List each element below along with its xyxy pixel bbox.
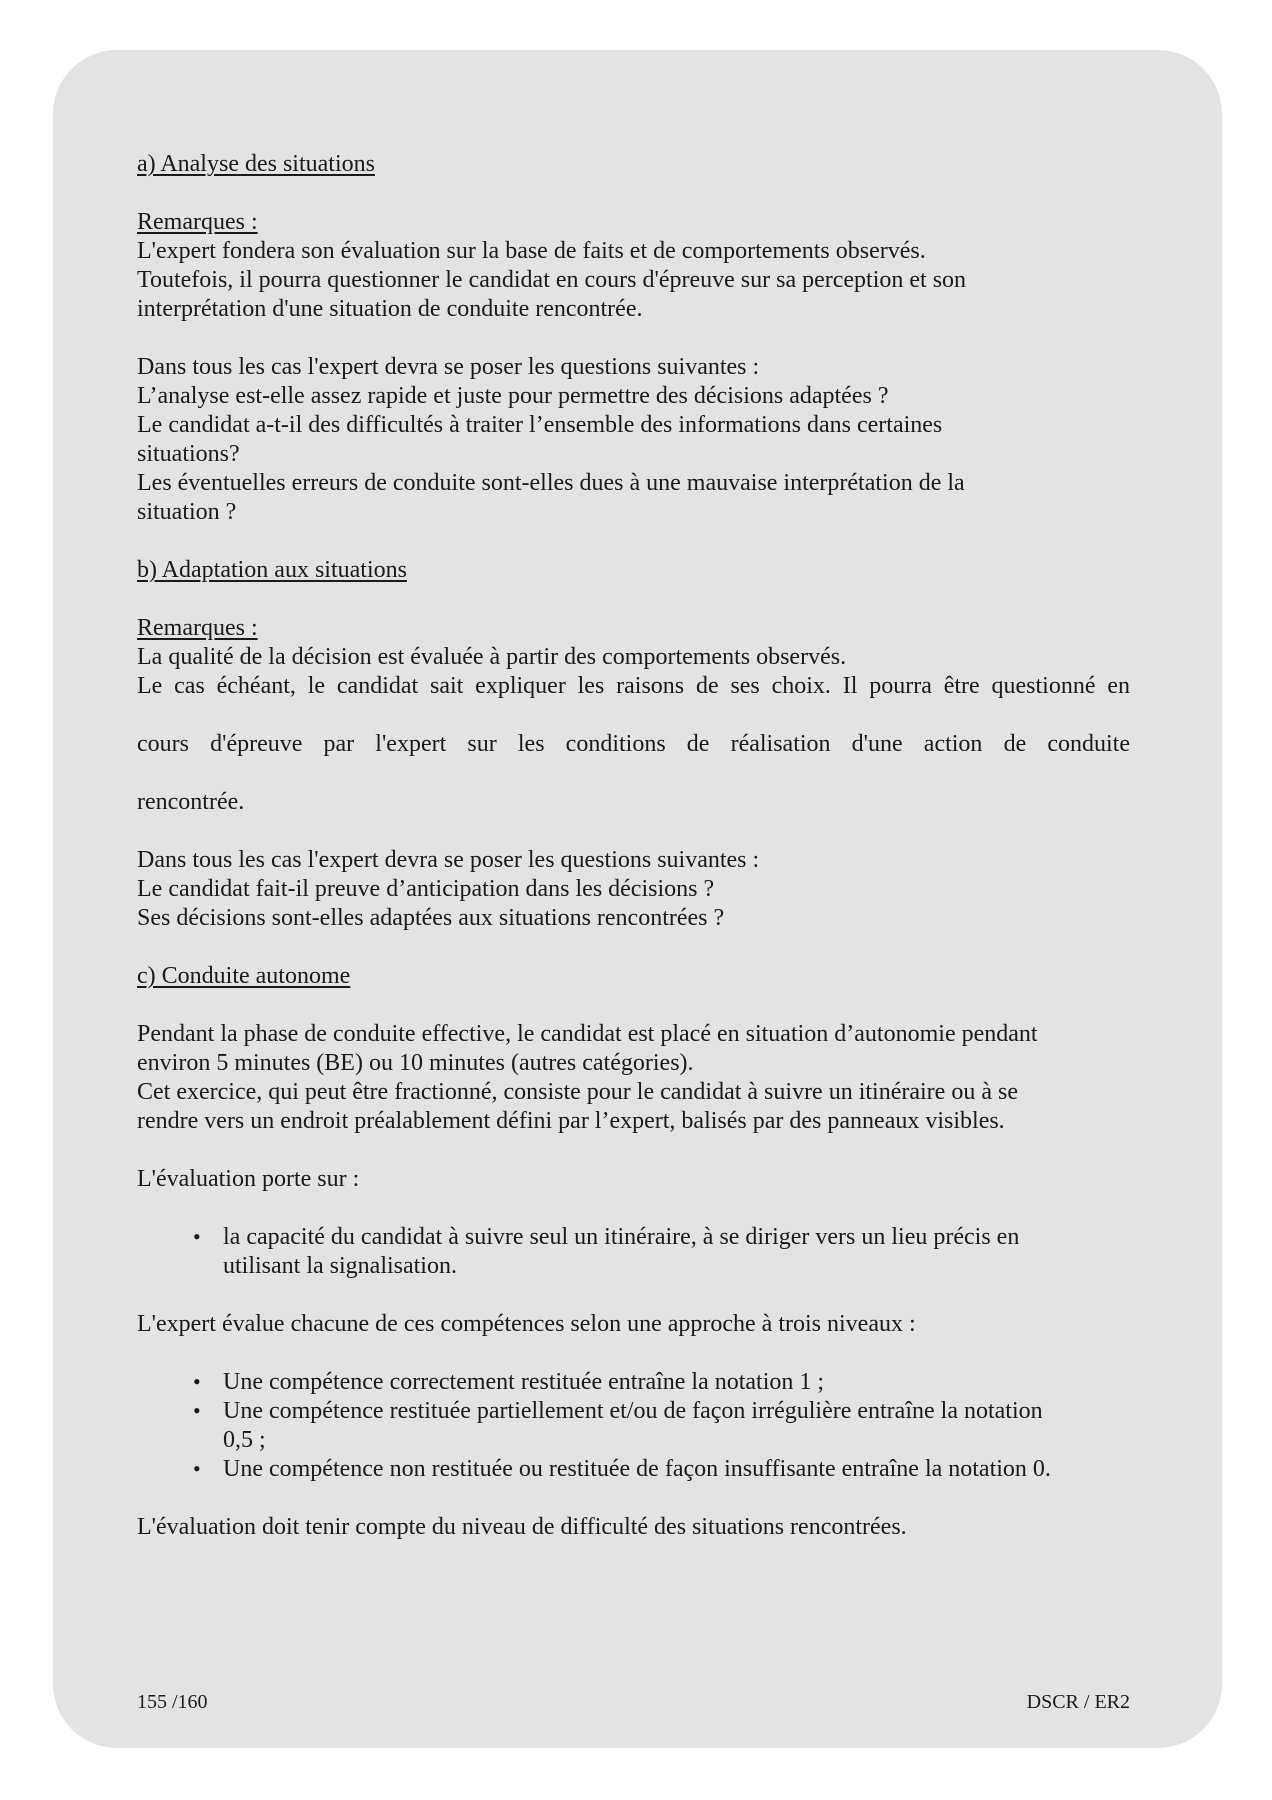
paragraph (137, 353, 1130, 527)
text-span: rendre vers un endroit préalablement défini par l’expert, balisés par des panneaux visibles. (137, 1108, 1005, 1134)
paragraph (137, 208, 1130, 324)
text-line (137, 1107, 1130, 1136)
text-line (137, 411, 1130, 440)
text-span: situations? (137, 441, 240, 467)
text-span: L'évaluation doit tenir compte du niveau de difficulté des situations rencontrées. (137, 1514, 907, 1540)
text-span: Une compétence restituée partiellement et/ou de façon irrégulière entraîne la notation (223, 1398, 1043, 1424)
text-line (137, 1513, 1130, 1542)
bullet-icon: • (193, 1456, 201, 1481)
page-number: 155 /160 (137, 1691, 208, 1713)
text-span: Pendant la phase de conduite effective, le candidat est placé en situation d’autonomie pendant (137, 1021, 1038, 1047)
bullet-icon: • (193, 1398, 201, 1423)
text-line (137, 672, 1130, 730)
text-line (137, 846, 1130, 875)
bullet-item (137, 1368, 1130, 1397)
text-span: Les éventuelles erreurs de conduite sont-elles dues à une mauvaise interprétation de la (137, 470, 965, 496)
bullet-list (137, 1223, 1130, 1281)
text-span: 0,5 ; (223, 1427, 266, 1453)
section-heading (137, 150, 1130, 179)
text-line (137, 904, 1130, 933)
text-line (137, 1310, 1130, 1339)
text-span: Le candidat a-t-il des difficultés à traiter l’ensemble des informations dans certaines (137, 412, 943, 438)
paragraph (137, 1165, 1130, 1194)
paragraph (137, 1020, 1130, 1136)
text-span: Le cas échéant, le candidat sait expliquer les raisons de ses choix. Il pourra être questionné en (137, 673, 1130, 699)
text-span: Dans tous les cas l'expert devra se poser les questions suivantes : (137, 847, 760, 873)
section-heading (137, 556, 1130, 585)
underlined-label: a) Analyse des situations (137, 151, 375, 177)
text-line (137, 469, 1130, 498)
text-line (137, 208, 1130, 237)
paragraph (137, 846, 1130, 933)
text-span: situation ? (137, 499, 237, 525)
text-line (137, 1078, 1130, 1107)
paragraph (137, 1513, 1130, 1542)
text-span: L'expert fondera son évaluation sur la base de faits et de comportements observés. (137, 238, 926, 264)
underlined-label: c) Conduite autonome (137, 963, 351, 989)
text-span: interprétation d'une situation de conduite rencontrée. (137, 296, 643, 322)
bullet-item (137, 1223, 1130, 1281)
text-span: Toutefois, il pourra questionner le candidat en cours d'épreuve sur sa perception et son (137, 267, 967, 293)
paragraph (137, 1310, 1130, 1339)
text-line (137, 440, 1130, 469)
underlined-label: b) Adaptation aux situations (137, 557, 407, 583)
text-line (137, 875, 1130, 904)
bullet-text-line (223, 1455, 1130, 1484)
bullet-icon: • (193, 1224, 201, 1249)
text-line (137, 643, 1130, 672)
section-heading-line (137, 150, 1130, 179)
underlined-label: Remarques : (137, 615, 258, 641)
doc-reference: DSCR / ER2 (1026, 1691, 1130, 1713)
text-line (137, 295, 1130, 324)
text-line (137, 788, 1130, 817)
text-span: utilisant la signalisation. (223, 1253, 457, 1279)
text-line (137, 266, 1130, 295)
text-line (137, 498, 1130, 527)
text-line (137, 1049, 1130, 1078)
page-footer (137, 1691, 1130, 1714)
document-page (53, 50, 1222, 1748)
bullet-text-line (223, 1368, 1130, 1397)
bullet-icon: • (193, 1369, 201, 1394)
text-span: L'évaluation porte sur : (137, 1166, 360, 1192)
bullet-list (137, 1368, 1130, 1484)
document-body (53, 50, 1222, 1571)
text-span: L’analyse est-elle assez rapide et juste pour permettre des décisions adaptées ? (137, 383, 889, 409)
bullet-item (137, 1455, 1130, 1484)
text-line (137, 1165, 1130, 1194)
text-span: Cet exercice, qui peut être fractionné, consiste pour le candidat à suivre un itinéraire ou à se (137, 1079, 1018, 1105)
text-span: La qualité de la décision est évaluée à partir des comportements observés. (137, 644, 847, 670)
text-line (137, 614, 1130, 643)
bullet-text-line (223, 1397, 1130, 1426)
text-line (137, 1020, 1130, 1049)
paragraph (137, 614, 1130, 817)
text-span: Dans tous les cas l'expert devra se poser les questions suivantes : (137, 354, 760, 380)
text-span: L'expert évalue chacune de ces compétences selon une approche à trois niveaux : (137, 1311, 916, 1337)
section-heading-line (137, 556, 1130, 585)
text-span: cours d'épreuve par l'expert sur les conditions de réalisation d'une action de conduite (137, 731, 1130, 757)
text-span: rencontrée. (137, 789, 245, 815)
text-span: Une compétence non restituée ou restituée de façon insuffisante entraîne la notation 0. (223, 1456, 1051, 1482)
text-span: Le candidat fait-il preuve d’anticipation dans les décisions ? (137, 876, 715, 902)
bullet-text-line (223, 1223, 1130, 1252)
bullet-text-line (223, 1426, 1130, 1455)
text-line (137, 730, 1130, 788)
text-span: Ses décisions sont-elles adaptées aux situations rencontrées ? (137, 905, 725, 931)
bullet-item (137, 1397, 1130, 1455)
text-line (137, 237, 1130, 266)
underlined-label: Remarques : (137, 209, 258, 235)
text-span: environ 5 minutes (BE) ou 10 minutes (autres catégories). (137, 1050, 694, 1076)
text-span: la capacité du candidat à suivre seul un itinéraire, à se diriger vers un lieu précis en (223, 1224, 1020, 1250)
section-heading-line (137, 962, 1130, 991)
text-span: Une compétence correctement restituée entraîne la notation 1 ; (223, 1369, 825, 1395)
text-line (137, 382, 1130, 411)
text-line (137, 353, 1130, 382)
section-heading (137, 962, 1130, 991)
bullet-text-line (223, 1252, 1130, 1281)
